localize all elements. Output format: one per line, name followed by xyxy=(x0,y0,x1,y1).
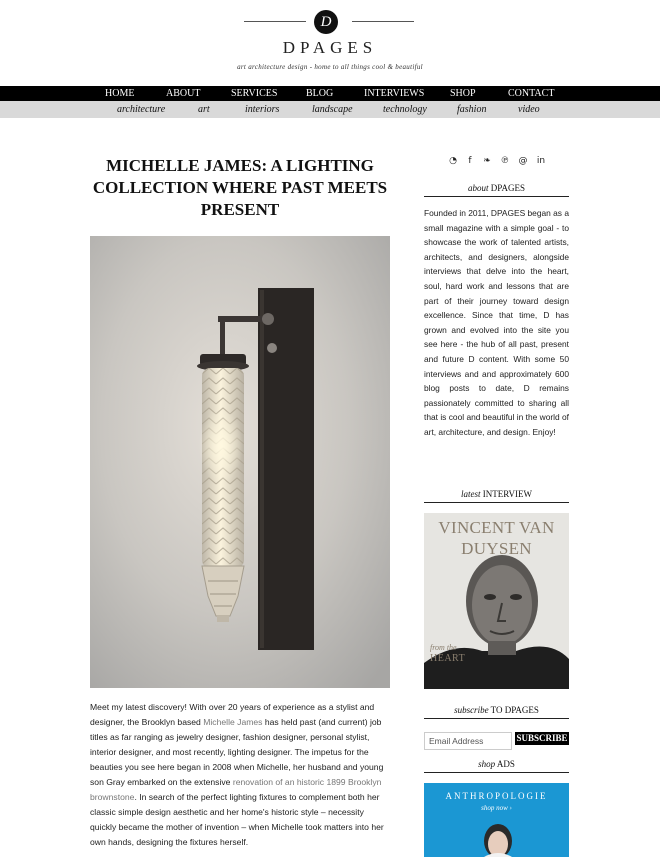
main-nav xyxy=(0,86,660,101)
ads-heading xyxy=(424,757,569,773)
email-field[interactable] xyxy=(424,732,512,750)
interview-heading-italic: latest xyxy=(460,489,481,499)
ad-brand: ANTHROPOLOGIE xyxy=(445,791,548,801)
post-body xyxy=(90,700,390,850)
subscribe-heading xyxy=(424,703,569,719)
nav-about[interactable]: ABOUT xyxy=(166,88,201,99)
facebook-icon[interactable]: f xyxy=(468,156,472,166)
post-title[interactable]: MICHELLE JAMES: A LIGHTING COLLECTION WHERE PAST MEETS PRESENT xyxy=(92,156,388,219)
interview-subtitle-small: from the xyxy=(430,643,457,652)
about-text: Founded in 2011, DPAGES began as a small magazine with a simple goal - to showcase the work of talented artists, architects, and designers, alongside interviews that delve into the heart, soul, hard work and lessons that are part of their journey toward design excellence. Since that time, D has grown and evolved into the site you see here - the hub of all past, present and future D content. With some 50 interviews and and approximately 600 blog posts to date, D remains passionately committed to sharing all that is cool and beautiful in the world of art, architecture, and design. Enjoy! xyxy=(424,208,569,437)
about-heading xyxy=(424,181,569,197)
subscribe-heading-rest: TO DPAGES xyxy=(488,705,539,715)
ads-heading-italic: shop xyxy=(478,759,496,769)
subscribe-heading-italic: subscribe xyxy=(454,705,489,715)
logo-rule-right xyxy=(352,21,414,22)
site-header xyxy=(0,0,660,86)
logo-mark[interactable]: D xyxy=(314,10,338,34)
twitter-icon[interactable]: ❧ xyxy=(483,156,491,166)
about-heading-rest: DPAGES xyxy=(488,183,525,193)
site-tagline: art architecture design - home to all things cool & beautiful xyxy=(237,63,423,71)
designer-link[interactable]: Michelle James xyxy=(203,717,263,727)
nav-interviews[interactable]: INTERVIEWS xyxy=(364,88,425,99)
pinterest-icon[interactable]: ℗ xyxy=(500,156,510,166)
nav-shop[interactable]: SHOP xyxy=(450,88,476,99)
renovation-link[interactable]: renovation of an historic 1899 Brooklyn brownstone xyxy=(90,777,382,802)
category-technology[interactable]: technology xyxy=(383,104,427,115)
nav-blog[interactable]: BLOG xyxy=(306,88,334,99)
subscribe-button[interactable]: SUBSCRIBE xyxy=(516,733,568,743)
nav-services[interactable]: SERVICES xyxy=(231,88,278,99)
interview-subtitle: HEART xyxy=(430,653,466,664)
wall-sconce-illustration xyxy=(90,236,390,688)
wall-sconce-photo[interactable] xyxy=(90,236,390,688)
post-body-text-2: has held past (and current) job titles as far ranging as jewelry designer, fashion designer, personal stylist, interior designer, and most recently, lighting designer. The impetus for the beauties you see here began in 2008 when Michelle, her husband and young son Gray embarked on the extensive xyxy=(90,717,384,787)
nav-contact[interactable]: CONTACT xyxy=(508,88,555,99)
interview-heading xyxy=(424,487,569,503)
email-icon[interactable]: @ xyxy=(518,156,528,166)
category-nav xyxy=(0,101,660,118)
anthropologie-ad[interactable] xyxy=(424,783,569,857)
rss-icon[interactable]: ◔ xyxy=(449,156,457,166)
ad-shop-now-link[interactable]: shop now › xyxy=(481,804,512,812)
latest-interview-cover[interactable] xyxy=(424,513,569,689)
category-video[interactable]: video xyxy=(518,104,540,115)
post-body-text-1: Meet my latest discovery! With over 20 years of experience as a stylist and designer, the Brooklyn based xyxy=(90,702,375,727)
category-landscape[interactable]: landscape xyxy=(312,104,353,115)
category-architecture[interactable]: architecture xyxy=(117,104,166,115)
interview-heading-rest: INTERVIEW xyxy=(480,489,532,499)
social-icons xyxy=(445,155,555,167)
post-body-text-3: . In search of the perfect lighting fixtures to complement both her classic simple design aesthetic and her home's historic style – necessity quickly became the mother of invention – when Michelle took matters into her own hands, designing the fixtures herself. xyxy=(90,792,384,847)
nav-home[interactable]: HOME xyxy=(105,88,135,99)
category-interiors[interactable]: interiors xyxy=(245,104,280,115)
category-fashion[interactable]: fashion xyxy=(457,104,487,115)
category-art[interactable]: art xyxy=(198,104,210,115)
ads-heading-rest: ADS xyxy=(495,759,515,769)
logo-rule-left xyxy=(244,21,306,22)
about-heading-italic: about xyxy=(468,183,489,193)
linkedin-icon[interactable]: in xyxy=(536,156,546,166)
interview-name: VINCENT VAN DUYSEN xyxy=(438,518,555,558)
site-name[interactable]: DPAGES xyxy=(282,38,378,57)
